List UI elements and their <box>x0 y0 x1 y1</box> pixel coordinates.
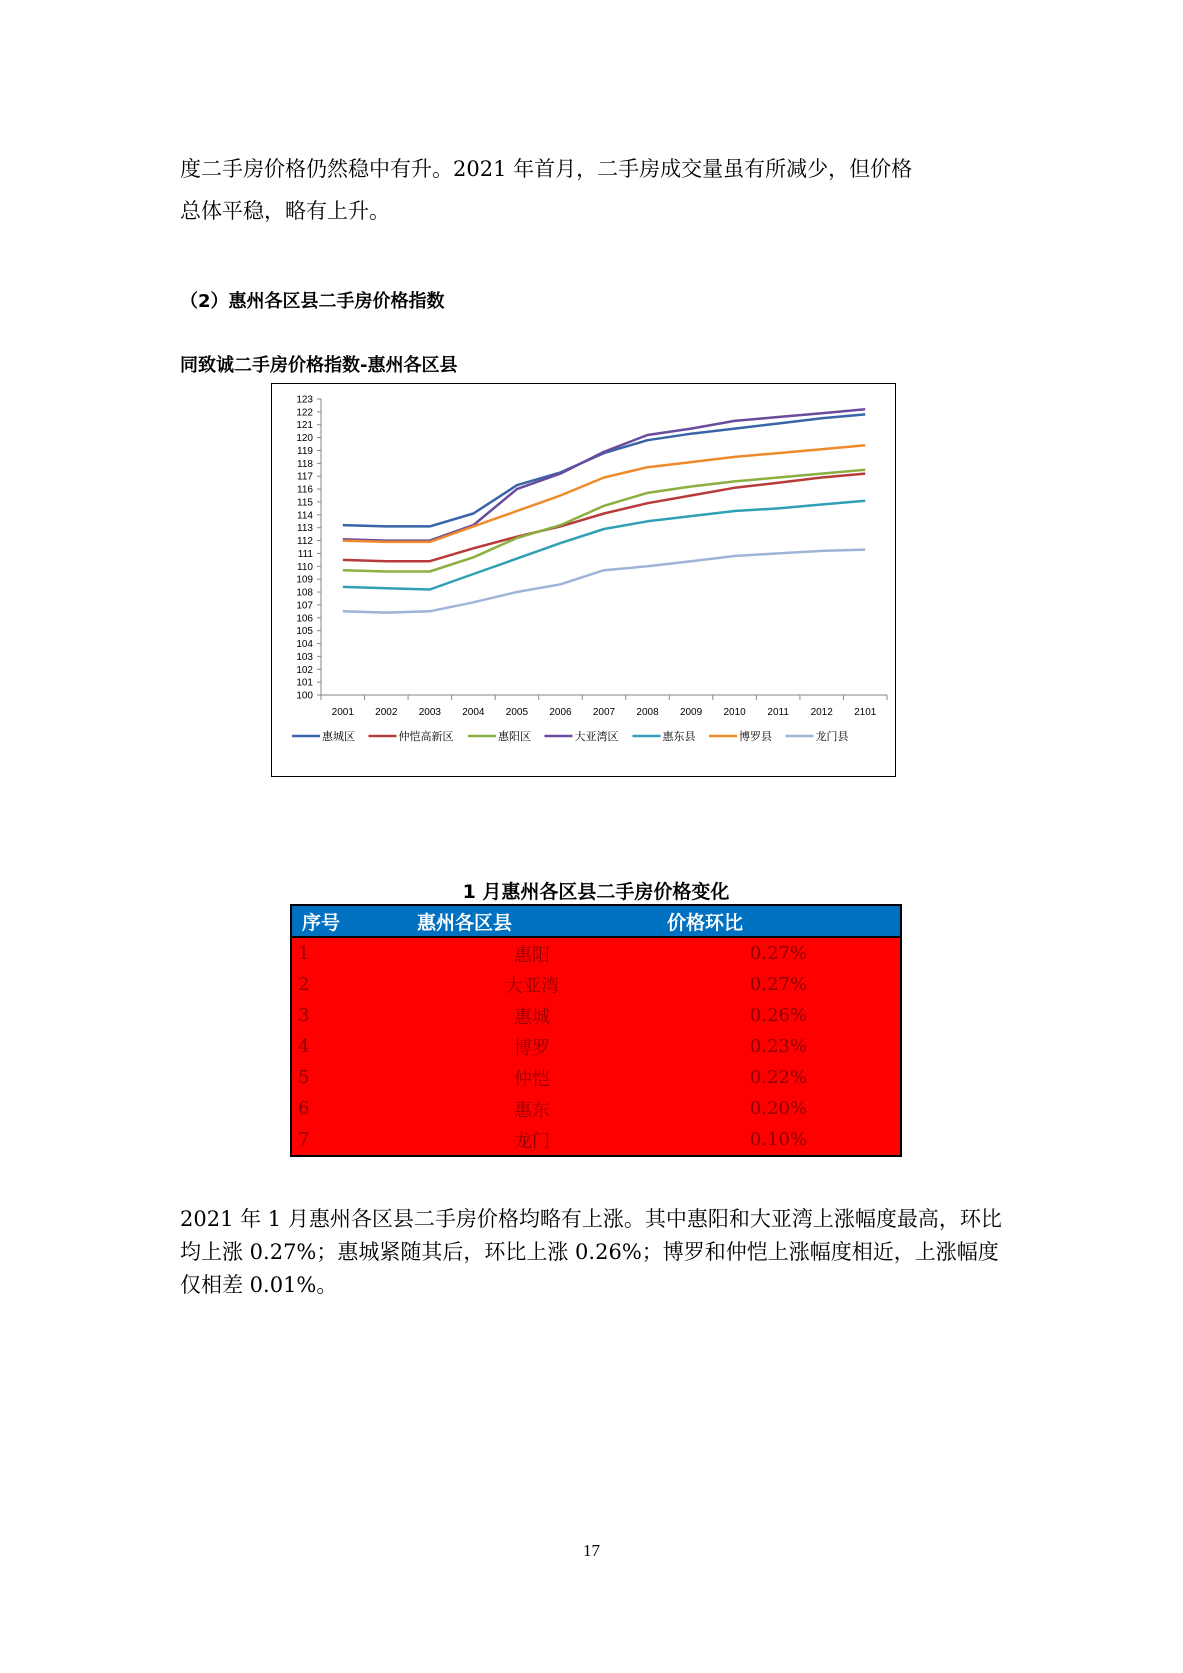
y-tick-label: 111 <box>297 548 313 560</box>
x-tick-label: 2004 <box>462 707 485 718</box>
header-change: 价格环比 <box>657 905 901 937</box>
y-tick-label: 121 <box>296 420 313 432</box>
y-tick-label: 100 <box>296 690 313 702</box>
series-line <box>343 470 865 572</box>
intro-line-2: 总体平稳，略有上升。 <box>180 199 390 223</box>
y-tick-label: 120 <box>296 433 313 445</box>
row-change: 0.26% <box>657 1000 901 1031</box>
series-line <box>343 409 865 540</box>
x-tick-label: 2008 <box>636 707 659 718</box>
y-tick-label: 112 <box>297 536 313 548</box>
header-area: 惠州各区县 <box>407 905 657 937</box>
table-row <box>291 1000 901 1031</box>
table-row <box>291 1031 901 1062</box>
y-tick-label: 113 <box>297 523 313 535</box>
y-tick-label: 106 <box>296 613 313 625</box>
legend-label: 惠城区 <box>322 730 355 743</box>
series-line <box>343 414 865 526</box>
y-tick-label: 102 <box>296 664 313 676</box>
row-area: 惠东 <box>407 1093 657 1124</box>
price-change-table <box>290 904 902 1157</box>
x-tick-label: 2012 <box>810 707 833 718</box>
row-change: 0.27% <box>657 969 901 1000</box>
series-line <box>343 550 865 613</box>
x-tick-label: 2007 <box>592 707 616 718</box>
row-area: 大亚湾 <box>407 969 657 1000</box>
line-chart-svg <box>272 384 895 776</box>
legend-label: 惠东县 <box>662 730 696 743</box>
y-tick-label: 122 <box>296 407 313 419</box>
x-tick-label: 2101 <box>854 707 877 718</box>
x-tick-label: 2011 <box>767 707 789 718</box>
x-tick-label: 2002 <box>375 707 398 718</box>
y-tick-label: 123 <box>296 394 313 406</box>
row-change: 0.22% <box>657 1062 901 1093</box>
legend-label: 博罗县 <box>739 730 772 743</box>
price-index-chart <box>271 383 896 777</box>
row-area: 惠城 <box>407 1000 657 1031</box>
x-tick-label: 2005 <box>505 707 529 718</box>
row-change: 0.20% <box>657 1093 901 1124</box>
intro-line-1: 度二手房价格仍然稳中有升。2021 年首月，二手房成交量虽有所减少，但价格 <box>180 157 913 181</box>
x-tick-label: 2001 <box>331 707 354 718</box>
table-row <box>291 1124 901 1156</box>
y-tick-label: 116 <box>297 484 313 496</box>
section-heading: （2）惠州各区县二手房价格指数 <box>180 291 445 312</box>
analysis-paragraph: 2021 年 1 月惠州各区县二手房价格均略有上涨。其中惠阳和大亚湾上涨幅度最高，环比均上涨 0.27%；惠城紧随其后，环比上涨 0.26%；博罗和仲恺上涨幅度相近，上涨幅度仅相差 0.01%。 <box>180 1207 1002 1297</box>
y-tick-label: 110 <box>297 561 313 573</box>
row-index: 5 <box>291 1062 407 1093</box>
table-row <box>291 1062 901 1093</box>
table-row <box>291 969 901 1000</box>
table-header-row <box>291 905 901 937</box>
x-tick-label: 2003 <box>418 707 441 718</box>
row-area: 龙门 <box>407 1124 657 1156</box>
x-tick-label: 2006 <box>549 707 572 718</box>
y-tick-label: 114 <box>297 510 313 522</box>
series-line <box>343 474 865 562</box>
row-change: 0.23% <box>657 1031 901 1062</box>
chart-title: 同致诚二手房价格指数-惠州各区县 <box>180 355 458 376</box>
table-title: 1 月惠州各区县二手房价格变化 <box>462 881 730 903</box>
row-index: 4 <box>291 1031 407 1062</box>
y-tick-label: 105 <box>296 626 313 638</box>
legend-label: 惠阳区 <box>498 730 531 743</box>
row-index: 2 <box>291 969 407 1000</box>
row-change: 0.10% <box>657 1124 901 1156</box>
table-row <box>291 937 901 969</box>
intro-paragraph <box>180 148 1015 232</box>
y-tick-label: 115 <box>297 497 313 509</box>
table-row <box>291 1093 901 1124</box>
legend-label: 大亚湾区 <box>574 730 619 743</box>
legend-label: 龙门县 <box>815 730 849 743</box>
y-tick-label: 109 <box>296 574 313 586</box>
y-tick-label: 119 <box>297 445 313 457</box>
row-area: 惠阳 <box>407 937 657 969</box>
x-tick-label: 2010 <box>723 707 746 718</box>
x-tick-label: 2009 <box>679 707 703 718</box>
y-tick-label: 101 <box>296 677 313 689</box>
row-area: 博罗 <box>407 1031 657 1062</box>
y-tick-label: 108 <box>296 587 313 599</box>
row-index: 3 <box>291 1000 407 1031</box>
header-index: 序号 <box>291 905 407 937</box>
row-index: 1 <box>291 937 407 969</box>
row-index: 7 <box>291 1124 407 1156</box>
y-tick-label: 118 <box>297 458 313 470</box>
page-number: 17 <box>583 1541 600 1560</box>
row-change: 0.27% <box>657 937 901 969</box>
legend-label: 仲恺高新区 <box>398 730 454 743</box>
y-tick-label: 117 <box>297 471 313 483</box>
y-tick-label: 103 <box>296 651 313 663</box>
y-tick-label: 107 <box>296 600 313 612</box>
row-area: 仲恺 <box>407 1062 657 1093</box>
row-index: 6 <box>291 1093 407 1124</box>
y-tick-label: 104 <box>296 639 313 651</box>
